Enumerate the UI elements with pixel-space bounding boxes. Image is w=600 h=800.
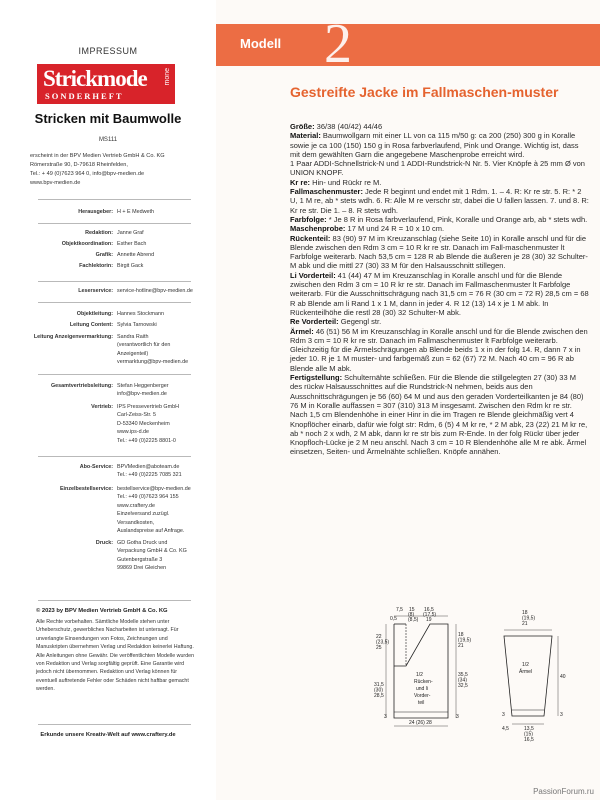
paragraph-sizes [290, 122, 590, 131]
credit-value: Sylvia Tarnowski [117, 322, 157, 328]
term: Fallmaschenmuster: [290, 187, 363, 197]
copyright-heading: © 2023 by BPV Medien Vertrieb GmbH & Co. KG [36, 608, 168, 614]
dim-band-left: 3 [384, 714, 387, 720]
divider [38, 199, 191, 200]
paragraph-material-2: 1 Paar ADDI-Schnellstrick-N und 1 ADDI-Rundstrick-N Nr. 5. Vier Knöpfe à 25 mm Ø von UNION KNOPF. [290, 159, 585, 178]
term: Kr re: [290, 177, 311, 187]
text: 17 M und 24 R = 10 x 10 cm. [345, 224, 445, 234]
dim-bottom: 24 (26) 28 [409, 720, 432, 726]
dim-top-left-sub: 0,5 [390, 616, 397, 622]
piece-label: Ärmel [519, 669, 533, 675]
credit-label: Objektleitung: [76, 311, 113, 317]
credit-value: Hannes Stockmann [117, 311, 165, 317]
publisher-line: Römerstraße 90, D-79618 Rheinfelden, [30, 162, 128, 168]
paragraph-fertigstellung [290, 373, 590, 457]
copyright-text: Alle Rechte vorbehalten. Sämtliche Modelle stehen unter Urheberschutz, gewerbliches Nacharbeiten ist untersagt. Für unverlangte Einsendungen von Fotos, Zeichnungen und Manuskripten übernehmen Verlag und Redaktion keinerlei Haftung. Alle Anleitungen ohne Gewähr. Die veröffentlichten Modelle wurden von Redaktion und Verlag sorgfältig geprüft. Eine Garantie wird jedoch nicht übernommen. Redaktion und Verlag können für eventuell auftretende Fehler oder Schäden nicht haftbar gemacht werden. [36, 619, 195, 693]
credit-value: Janne Graf [117, 230, 144, 236]
publisher-line: Tel.: + 49 (0)7623 964 0, info@bpv-medien.de [30, 171, 145, 177]
text: 83 (90) 97 M im Kreuzanschlag (siehe Seite 10) in Koralle anschl und für die Blende zwischen den Rdm 3 cm = 10 R kr re str. Danach im Fall-maschenmuster lt Farbfolge weiterarb. Nach 53,5 cm = 128 R ab Blende die äußeren je 28 (30) 32 Schulter-M abk und die mittl 27 (30) 33 M für den Halsausschnitt stillegen. [290, 233, 588, 271]
text: Baumwollgarn mit einer LL von ca 115 m/50 g: ca 200 (250) 300 g in Koralle sowie je ca 100 (150) 150 g in Rosa farbverlaufend, Pink und Orange. Wichtig ist, dass mit dem gewählten Garn die angegebene Maschenprobe erreicht wird. [290, 131, 579, 159]
paragraph-rueckenteil [290, 234, 590, 271]
divider [38, 456, 191, 457]
credit-label: Redaktion: [85, 230, 113, 236]
dim-top-right-sub: (17,5) [423, 612, 437, 618]
model-header-band [216, 13, 600, 75]
credit-label: Herausgeber: [78, 209, 113, 215]
dim-left-offset: 4,5 [502, 726, 509, 732]
divider [38, 223, 191, 224]
text: Jede R beginnt und endet mit 1 Rdm. 1. – 4. R: Kr re str. 5. R: * 2 U, 1 M re, ab * stets wdh. 6. R: Alle M re verschr str, dabei die U fallen lassen. 7. und 8. R: Kr re str. Die 1. – 8. R stets wdh. [290, 187, 589, 215]
piece-label: Vorder- [414, 693, 431, 699]
text: 36/38 (40/42) 44/46 [314, 122, 383, 131]
term: Ärmel: [290, 326, 314, 336]
term: Größe: [290, 122, 315, 131]
credit-label: Leitung Content: [69, 322, 113, 328]
dim-right-top: 18 (19,5) 21 [458, 632, 472, 649]
term: Li Vorderteil: [290, 270, 336, 280]
credit-value: service-hotline@bpv-medien.de [117, 288, 193, 294]
logo-word: Strickmode [43, 66, 147, 91]
dim-cuff-left: 3 [502, 712, 505, 718]
divider [38, 281, 191, 282]
sleeve-schematic [494, 606, 574, 746]
pattern-column [216, 0, 600, 800]
kreativ-link-text: Erkunde unsere Kreativ-Welt auf www.craftery.de [40, 732, 176, 738]
article-title: Gestreifte Jacke im Fallmaschen-muster [290, 84, 559, 100]
dim-top-mid-sub: (8) [408, 612, 415, 618]
body-schematic [356, 606, 476, 736]
paragraph-material [290, 131, 590, 159]
text: 41 (44) 47 M im Kreuzanschlag in Koralle anschl und für die Blende zwischen den Rdm 3 cm = 10 R kr re str. Danach im Fallmaschenmuster lt Farbfolge weiterarb. Für die Ausschnittschrägung nach 31,5 cm = 76 R (30 cm = 72 R) 28,5 cm = 68 R ab Blende am li Rand 1 x 1 M, dann in jeder 4. R 12 (13) 14 x je 1 M abk. In Rückenteilhöhe die restl 28 (30) 32 Schulter-M abk. [290, 270, 589, 317]
credit-value: GD Gotha Druck und Verpackung GmbH & Co. KG Gutenbergstraße 3 99869 Drei Gleichen [117, 540, 187, 572]
publisher-address [30, 152, 195, 188]
divider [38, 600, 191, 601]
text: 46 (51) 56 M im Kreuzanschlag in Koralle anschl und für die Blende zwischen den Rdm 3 cm = 10 R kr re str. Danach im Fallmaschenmuster lt Farbfolge weiterarb. Gleichzeitig für die Ärmelschrägungen ab Blende beids 1 x in der folg 14. R, dann 7 x in jeder 10. R je 1 M muster- und farbgemäß zun = 62 (67) 72 M. Nach 40 cm = 96 R ab Blende alle M abk. [290, 326, 588, 373]
model-number: 2 [324, 13, 352, 75]
credit-value: Annette Abrend [117, 252, 155, 258]
paragraph-maschenprobe [290, 224, 590, 233]
strickmode-logo [37, 64, 175, 104]
credit-value: bestellservice@bpv-medien.de Tel.: +49 (0)7623 964 155 www.craftery.de Einzelversand zuzügl. Versandkosten, Auslandspreise auf Anfrage. [117, 486, 191, 535]
piece-label: teil [418, 700, 425, 706]
paragraph-aermel [290, 327, 590, 373]
dim-right-bottom: 35,5 (34) 32,5 [458, 672, 468, 689]
logo-side-text: mone [164, 68, 171, 86]
text: * Je 8 R in Rosa farbverlaufend, Pink, Koralle und Orange arb, ab * stets wdh. [326, 214, 588, 224]
text: Hin- und Rückr re M. [310, 177, 382, 187]
paragraph-kr [290, 178, 590, 187]
credit-label: Einzelbestellservice: [59, 486, 113, 492]
divider [38, 374, 191, 375]
dim-top-right: 16,5 [424, 607, 434, 613]
divider [38, 724, 191, 725]
dim-top-right-sub2: 19 [426, 617, 432, 623]
sleeve-outline [504, 636, 552, 716]
dim-cuff-right: 3 [560, 712, 563, 718]
paragraph-li-vorderteil [290, 271, 590, 317]
piece-label: Rücken- [414, 679, 433, 685]
credit-value: BPVMedien@aboteam.de Tel.: +49 (0)2225 7085 321 [117, 464, 182, 479]
dim-top-left: 7,5 [396, 607, 403, 613]
credit-value: Birgit Gack [117, 263, 144, 269]
credit-label: Fachlektorin: [79, 263, 113, 269]
credit-value: IPS Pressevertrieb GmbH Carl-Zeiss-Str. 5 D-53340 Meckenheim www.ips-d.de Tel.: +49 (0)2225 8801-0 [117, 404, 180, 444]
logo-subtitle: SONDERHEFT [45, 91, 124, 101]
publisher-line: erscheint in der BPV Medien Vertrieb GmbH & Co. KG [30, 153, 165, 159]
credit-label: Vertrieb: [91, 404, 113, 410]
publisher-line: www.bpv-medien.de [30, 180, 81, 186]
credit-label: Objektkoordination: [61, 241, 113, 247]
pattern-instructions [290, 122, 590, 457]
term: Re Vorderteil: [290, 317, 339, 327]
dim-band-right: 3 [456, 714, 459, 720]
watermark-footer: PassionForum.ru [533, 787, 594, 796]
credit-label: Abo-Service: [79, 464, 113, 470]
credit-value: Sandra Raith (verantwortlich für den Anzeigenteil) vermarktung@bpv-medien.de [117, 334, 189, 366]
dim-height: 40 [560, 674, 566, 680]
credit-value: H + E Medweth [117, 209, 155, 215]
impressum-column [0, 0, 216, 800]
credit-label: Leserservice: [78, 288, 113, 294]
piece-label: 1/2 [522, 662, 529, 668]
dim-top-mid-sub2: (8,5) [408, 617, 419, 623]
credit-label: Druck: [95, 540, 113, 546]
dim-top-mid: 15 [409, 607, 415, 613]
credit-value: Stefan Heggenberger info@bpv-medien.de [117, 383, 169, 398]
issue-number: MS111 [98, 137, 118, 143]
credit-label: Leitung Anzeigenvermarktung: [33, 334, 113, 340]
term: Material: [290, 131, 321, 141]
dim-left-bottom: 31,5 (30) 28,5 [374, 682, 384, 699]
paragraph-farbfolge [290, 215, 590, 224]
text: Gegengl str. [338, 317, 382, 327]
dim-bottom: 13,5 (15) 16,5 [524, 726, 534, 743]
impressum-heading: IMPRESSUM [78, 46, 138, 56]
section-label: Modell [240, 36, 282, 51]
term: Fertigstellung: [290, 373, 343, 383]
text: Schulternähte schließen. Für die Blende die stillgelegten 27 (30) 33 M des rückw Halsausschnittes auf die Rundstrick-N nehmen, beids aus den Ausschnittschrägungen je 56 (60) 64 M und aus den geraden Vorderteilkanten je 84 (80) 76 M in Koralle auffassen = 307 (310) 313 M insgesamt. Zwischen den Rdm kr re str. Nach 1,5 cm Blendenhöhe in einer Hinr in die im Tragen re Blende gleichmäßig vert 4 Knopflöcher einarb, dafür wie folgt str: Rdm, 6 (5) 4 M kr re, * 2 M abk, 23 (22) 21 M kr re, ab * noch 2 x wdh, 2 M abk, dann kr re str bis zum R-Ende. In der folg Rückr über jeder Knopfloch-Lücke je 2 M neu anschl. Nach 3 cm = 10 R Blendenhöhe alle M re abk. Ärmel einsetzen, Seiten- und Ärmelnähte schließen. Knöpfe annähen. [290, 373, 588, 457]
paragraph-re-vorderteil [290, 317, 590, 326]
divider [38, 302, 191, 303]
piece-label: 1/2 [416, 672, 423, 678]
piece-label: und li [416, 686, 428, 692]
term: Maschenprobe: [290, 224, 346, 234]
credit-label: Gesamtvertriebsleitung: [50, 383, 113, 389]
dim-left-top: 22 (23,5) 25 [376, 634, 390, 651]
credit-value: Esther Bach [117, 241, 147, 247]
credit-label: Grafik: [95, 252, 113, 258]
book-title: Stricken mit Baumwolle [34, 111, 182, 126]
term: Rückenteil: [290, 233, 331, 243]
term: Farbfolge: [290, 214, 327, 224]
dim-top: 18 (19,5) 21 [522, 610, 536, 627]
paragraph-fallmaschen [290, 187, 590, 215]
